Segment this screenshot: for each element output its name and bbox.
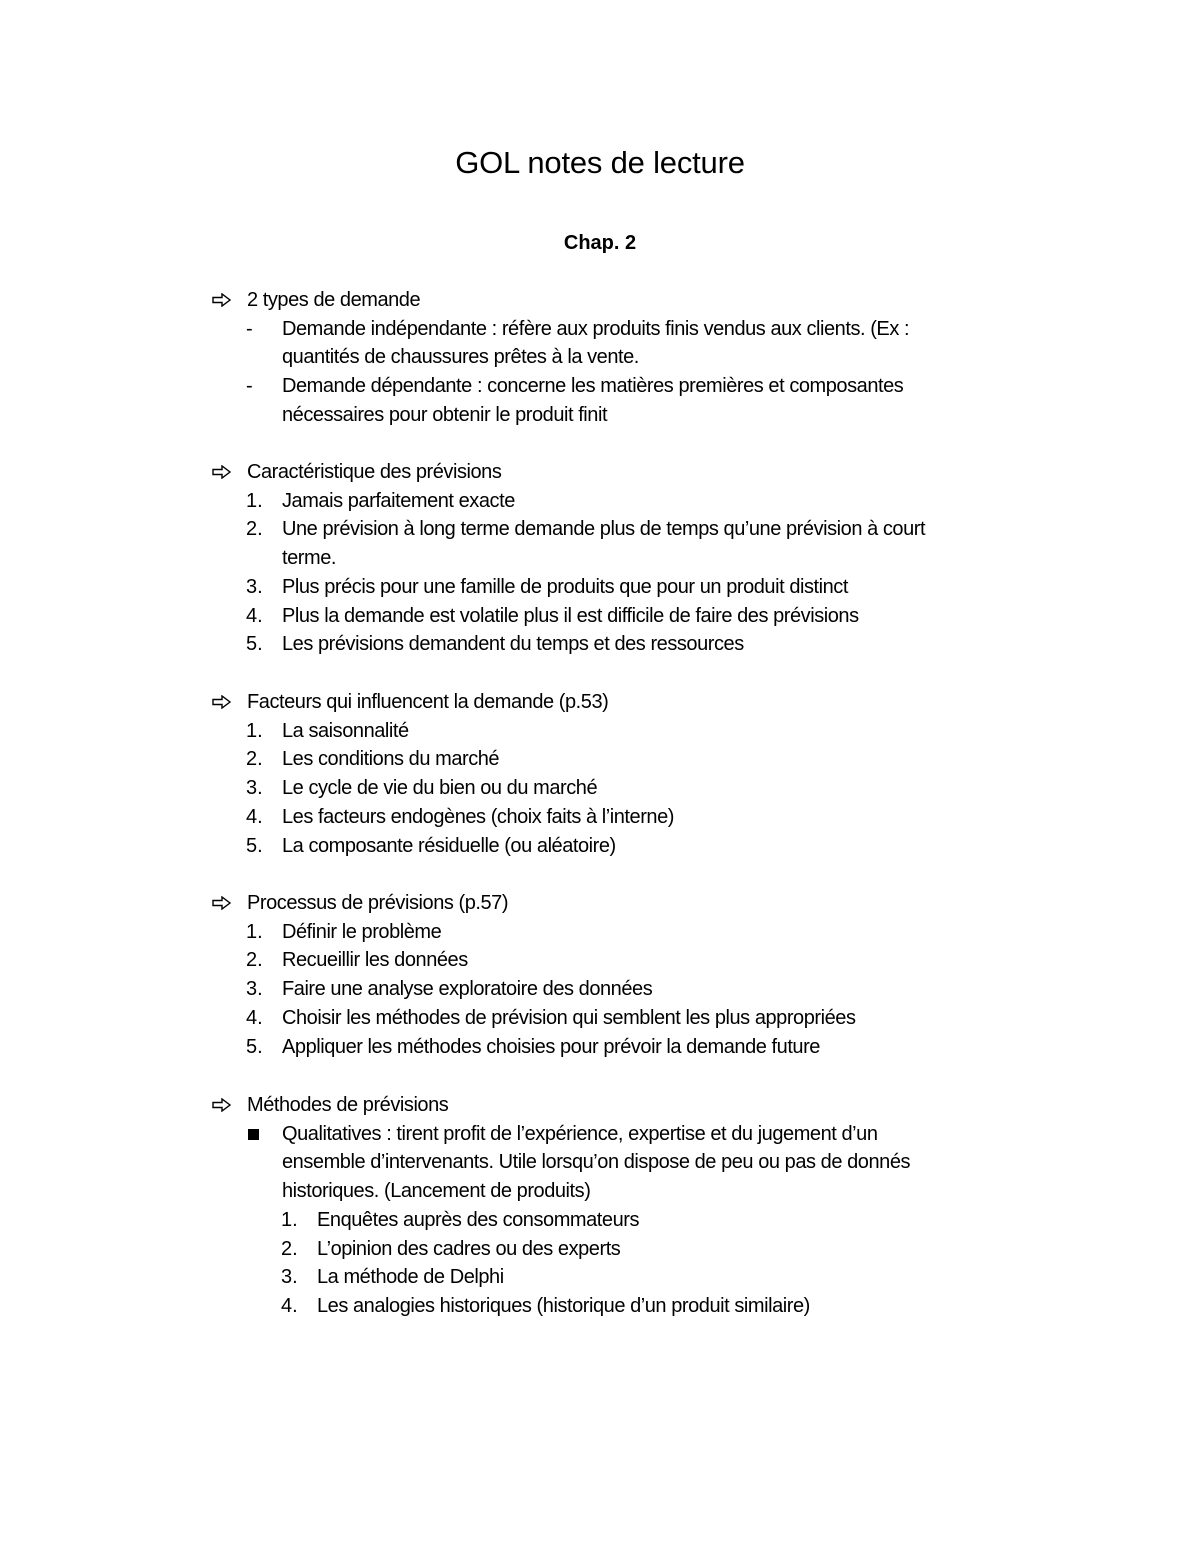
list-item-text: Une prévision à long terme demande plus de temps qu’une prévision à court: [282, 518, 926, 541]
list-item-text: nécessaires pour obtenir le produit finit: [282, 403, 608, 426]
list-item-text: historiques. (Lancement de produits): [282, 1180, 591, 1203]
list-number: 3.: [246, 978, 263, 1001]
section-heading: 2 types de demande: [247, 289, 421, 311]
list-item-text: Définir le problème: [282, 920, 442, 943]
list-item-text: Plus la demande est volatile plus il est difficile de faire des prévisions: [282, 604, 859, 627]
dash-bullet: -: [246, 375, 253, 398]
list-item-text: Demande indépendante : réfère aux produits finis vendus aux clients. (Ex :: [282, 317, 910, 340]
list-number: 1.: [246, 719, 263, 742]
section-heading: Caractéristique des prévisions: [247, 461, 502, 483]
list-number: 4.: [246, 604, 263, 627]
square-bullet-icon: [248, 1129, 259, 1140]
section-heading: Facteurs qui influencent la demande (p.53): [247, 691, 609, 713]
list-number: 1.: [246, 489, 263, 512]
chapter-heading: Chap. 2: [563, 232, 637, 254]
sub-list-number: 4.: [281, 1294, 298, 1317]
list-number: 2.: [246, 518, 263, 541]
list-item-text: Les facteurs endogènes (choix faits à l’interne): [282, 805, 674, 828]
list-number: 3.: [246, 575, 263, 598]
list-item-text: Qualitatives : tirent profit de l’expérience, expertise et du jugement d’un: [282, 1122, 878, 1145]
sub-list-item-text: Enquêtes auprès des consommateurs: [317, 1208, 640, 1231]
list-item-text: Recueillir les données: [282, 949, 468, 972]
list-number: 5.: [246, 633, 263, 656]
arrow-bullet-icon: [212, 1091, 234, 1119]
sub-list-number: 3.: [281, 1266, 298, 1289]
section-heading: Méthodes de prévisions: [247, 1094, 449, 1116]
sub-list-item-text: L’opinion des cadres ou des experts: [317, 1237, 621, 1260]
list-number: 4.: [246, 805, 263, 828]
arrow-bullet-icon: [212, 688, 234, 716]
arrow-bullet-icon: [212, 286, 234, 314]
document-title: GOL notes de lecture: [455, 145, 745, 180]
list-number: 3.: [246, 777, 263, 800]
sub-list-number: 2.: [281, 1237, 298, 1260]
list-item-text: Les conditions du marché: [282, 748, 500, 771]
list-number: 5.: [246, 1035, 263, 1058]
list-number: 4.: [246, 1006, 263, 1029]
list-number: 5.: [246, 834, 263, 857]
list-item-text: Choisir les méthodes de prévision qui semblent les plus appropriées: [282, 1006, 856, 1029]
sub-list-item-text: La méthode de Delphi: [317, 1266, 504, 1289]
list-item-text: La composante résiduelle (ou aléatoire): [282, 834, 616, 857]
list-item-text: Plus précis pour une famille de produits que pour un produit distinct: [282, 575, 848, 598]
list-number: 2.: [246, 949, 263, 972]
list-item-text: quantités de chaussures prêtes à la vente.: [282, 346, 639, 369]
list-item-text: terme.: [282, 547, 336, 570]
section-heading: Processus de prévisions (p.57): [247, 892, 509, 914]
sub-list-item-text: Les analogies historiques (historique d’un produit similaire): [317, 1294, 810, 1317]
list-item-text: Jamais parfaitement exacte: [282, 489, 515, 512]
list-item-text: Le cycle de vie du bien ou du marché: [282, 777, 598, 800]
list-number: 1.: [246, 920, 263, 943]
arrow-bullet-icon: [212, 458, 234, 486]
list-item-text: ensemble d’intervenants. Utile lorsqu’on dispose de peu ou pas de donnés: [282, 1151, 911, 1174]
list-item-text: Faire une analyse exploratoire des données: [282, 978, 653, 1001]
list-item-text: La saisonnalité: [282, 719, 409, 742]
list-item-text: Les prévisions demandent du temps et des ressources: [282, 633, 744, 656]
dash-bullet: -: [246, 317, 253, 340]
arrow-bullet-icon: [212, 889, 234, 917]
list-item-text: Appliquer les méthodes choisies pour prévoir la demande future: [282, 1035, 820, 1058]
list-item-text: Demande dépendante : concerne les matières premières et composantes: [282, 375, 904, 398]
list-number: 2.: [246, 748, 263, 771]
sub-list-number: 1.: [281, 1208, 298, 1231]
